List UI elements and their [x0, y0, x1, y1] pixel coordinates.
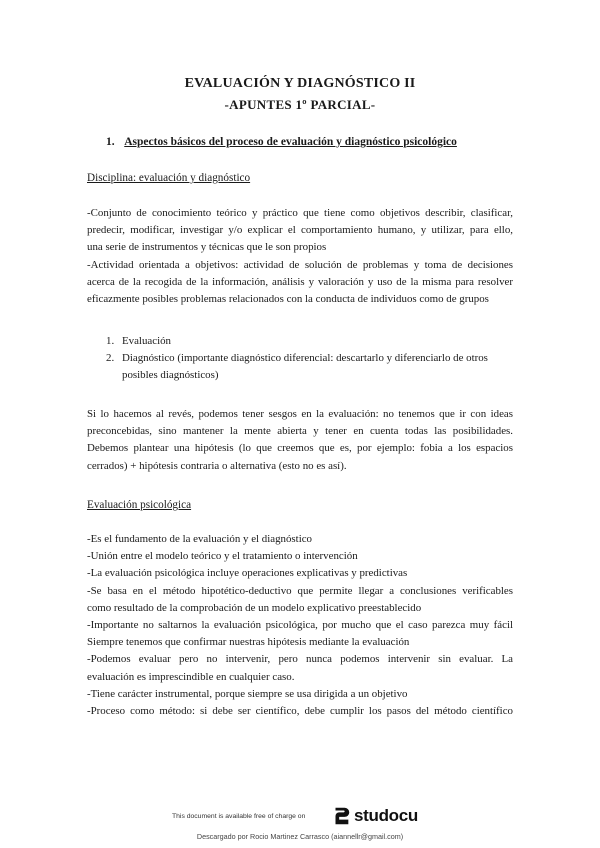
section-title: Aspectos básicos del proceso de evaluación y diagnóstico psicológico [124, 136, 457, 148]
document-subtitle: -APUNTES 1º PARCIAL- [224, 97, 376, 112]
text-line: cerrados) + hipótesis contraria o alternativa (esto no es así). [87, 459, 347, 472]
text-line: -La evaluación psicológica incluye operaciones explicativas y predictivas [87, 567, 408, 580]
text-line: como resultado de la comprobación de un modelo explicativo preestablecido [87, 601, 422, 614]
text-line: -Conjunto de conocimiento teórico y práctico que tiene como objetivos describir, clasificar, [87, 207, 513, 219]
text-line: acerca de la recogida de la información, análisis y valoración y uso de la misma para resolver [87, 275, 513, 288]
paragraph-reves [87, 406, 513, 475]
text-line: -Podemos evaluar pero no intervenir, pero nunca podemos intervenir sin evaluar. La [87, 653, 513, 666]
list-item-text: Evaluación [122, 335, 171, 347]
text-line: -Es el fundamento de la evaluación y el diagnóstico [87, 533, 312, 545]
section-number: 1. [106, 136, 115, 148]
text-line: -Tiene carácter instrumental, porque siempre se usa dirigida a un objetivo [87, 687, 408, 700]
subheading-disciplina: Disciplina: evaluación y diagnóstico [87, 172, 251, 184]
text-line: Siempre tenemos que confirmar nuestras hipótesis mediante la evaluación [87, 636, 410, 649]
text-line: Si lo hacemos al revés, podemos tener sesgos en la evaluación: no tenemos que ir con ideas [87, 408, 513, 420]
section-heading [106, 136, 457, 148]
studocu-logo[interactable] [330, 804, 418, 828]
list-item-number: 1. [106, 335, 115, 347]
text-line: una serie de instrumentos y técnicas que le son propios [87, 241, 327, 254]
text-line: -Unión entre el modelo teórico y el tratamiento o intervención [87, 550, 358, 563]
subheading-evaluacion: Evaluación psicológica [87, 499, 192, 511]
studocu-wordmark: studocu [354, 806, 419, 825]
text-line: -Se basa en el método hipotético-deductivo que permite llegar a conclusiones verificables [87, 584, 513, 597]
paragraph-disciplina [87, 205, 513, 308]
document-title: EVALUACIÓN Y DIAGNÓSTICO II [184, 76, 416, 91]
text-line: -Actividad orientada a objetivos: actividad de solución de problemas y toma de decisiones [87, 258, 513, 271]
studocu-availability-note: This document is available free of charge on [172, 813, 306, 820]
text-line: Debemos plantear una hipótesis (lo que creemos que es, por ejemplo: fobia a los espacios [87, 442, 513, 455]
paragraph-evaluacion [87, 531, 513, 720]
download-credit: Descargado por Rocio Martinez Carrasco (aiannellr@gmail.com) [196, 832, 404, 841]
list-item-number: 2. [106, 352, 115, 365]
text-line: -Proceso como método: si debe ser científico, debe cumplir los pasos del método científico [87, 705, 513, 718]
text-line: -Importante no saltarnos la evaluación psicológica, por mucho que el caso parezca muy fácil [87, 619, 513, 632]
text-line: preconcebidas, sino mantener la mente abierta y tener en cuenta todas las posibilidades. [87, 425, 513, 438]
list-item-text: Diagnóstico (importante diagnóstico diferencial: descartarlo y diferenciarlo de otros posibles diagnósticos) [122, 352, 488, 382]
text-line: eficazmente posibles problemas relacionados con la conducta de individuos como de grupos [87, 293, 489, 306]
list-item [106, 333, 516, 350]
text-line: evaluación es imprescindible en cualquier caso. [87, 670, 295, 683]
text-line: predecir, modificar, investigar y/o explicar el comportamiento humano, y utilizar, para ello, [87, 224, 513, 237]
ordered-list [106, 333, 516, 385]
list-item [106, 350, 516, 384]
studocu-logo-icon [330, 805, 352, 827]
